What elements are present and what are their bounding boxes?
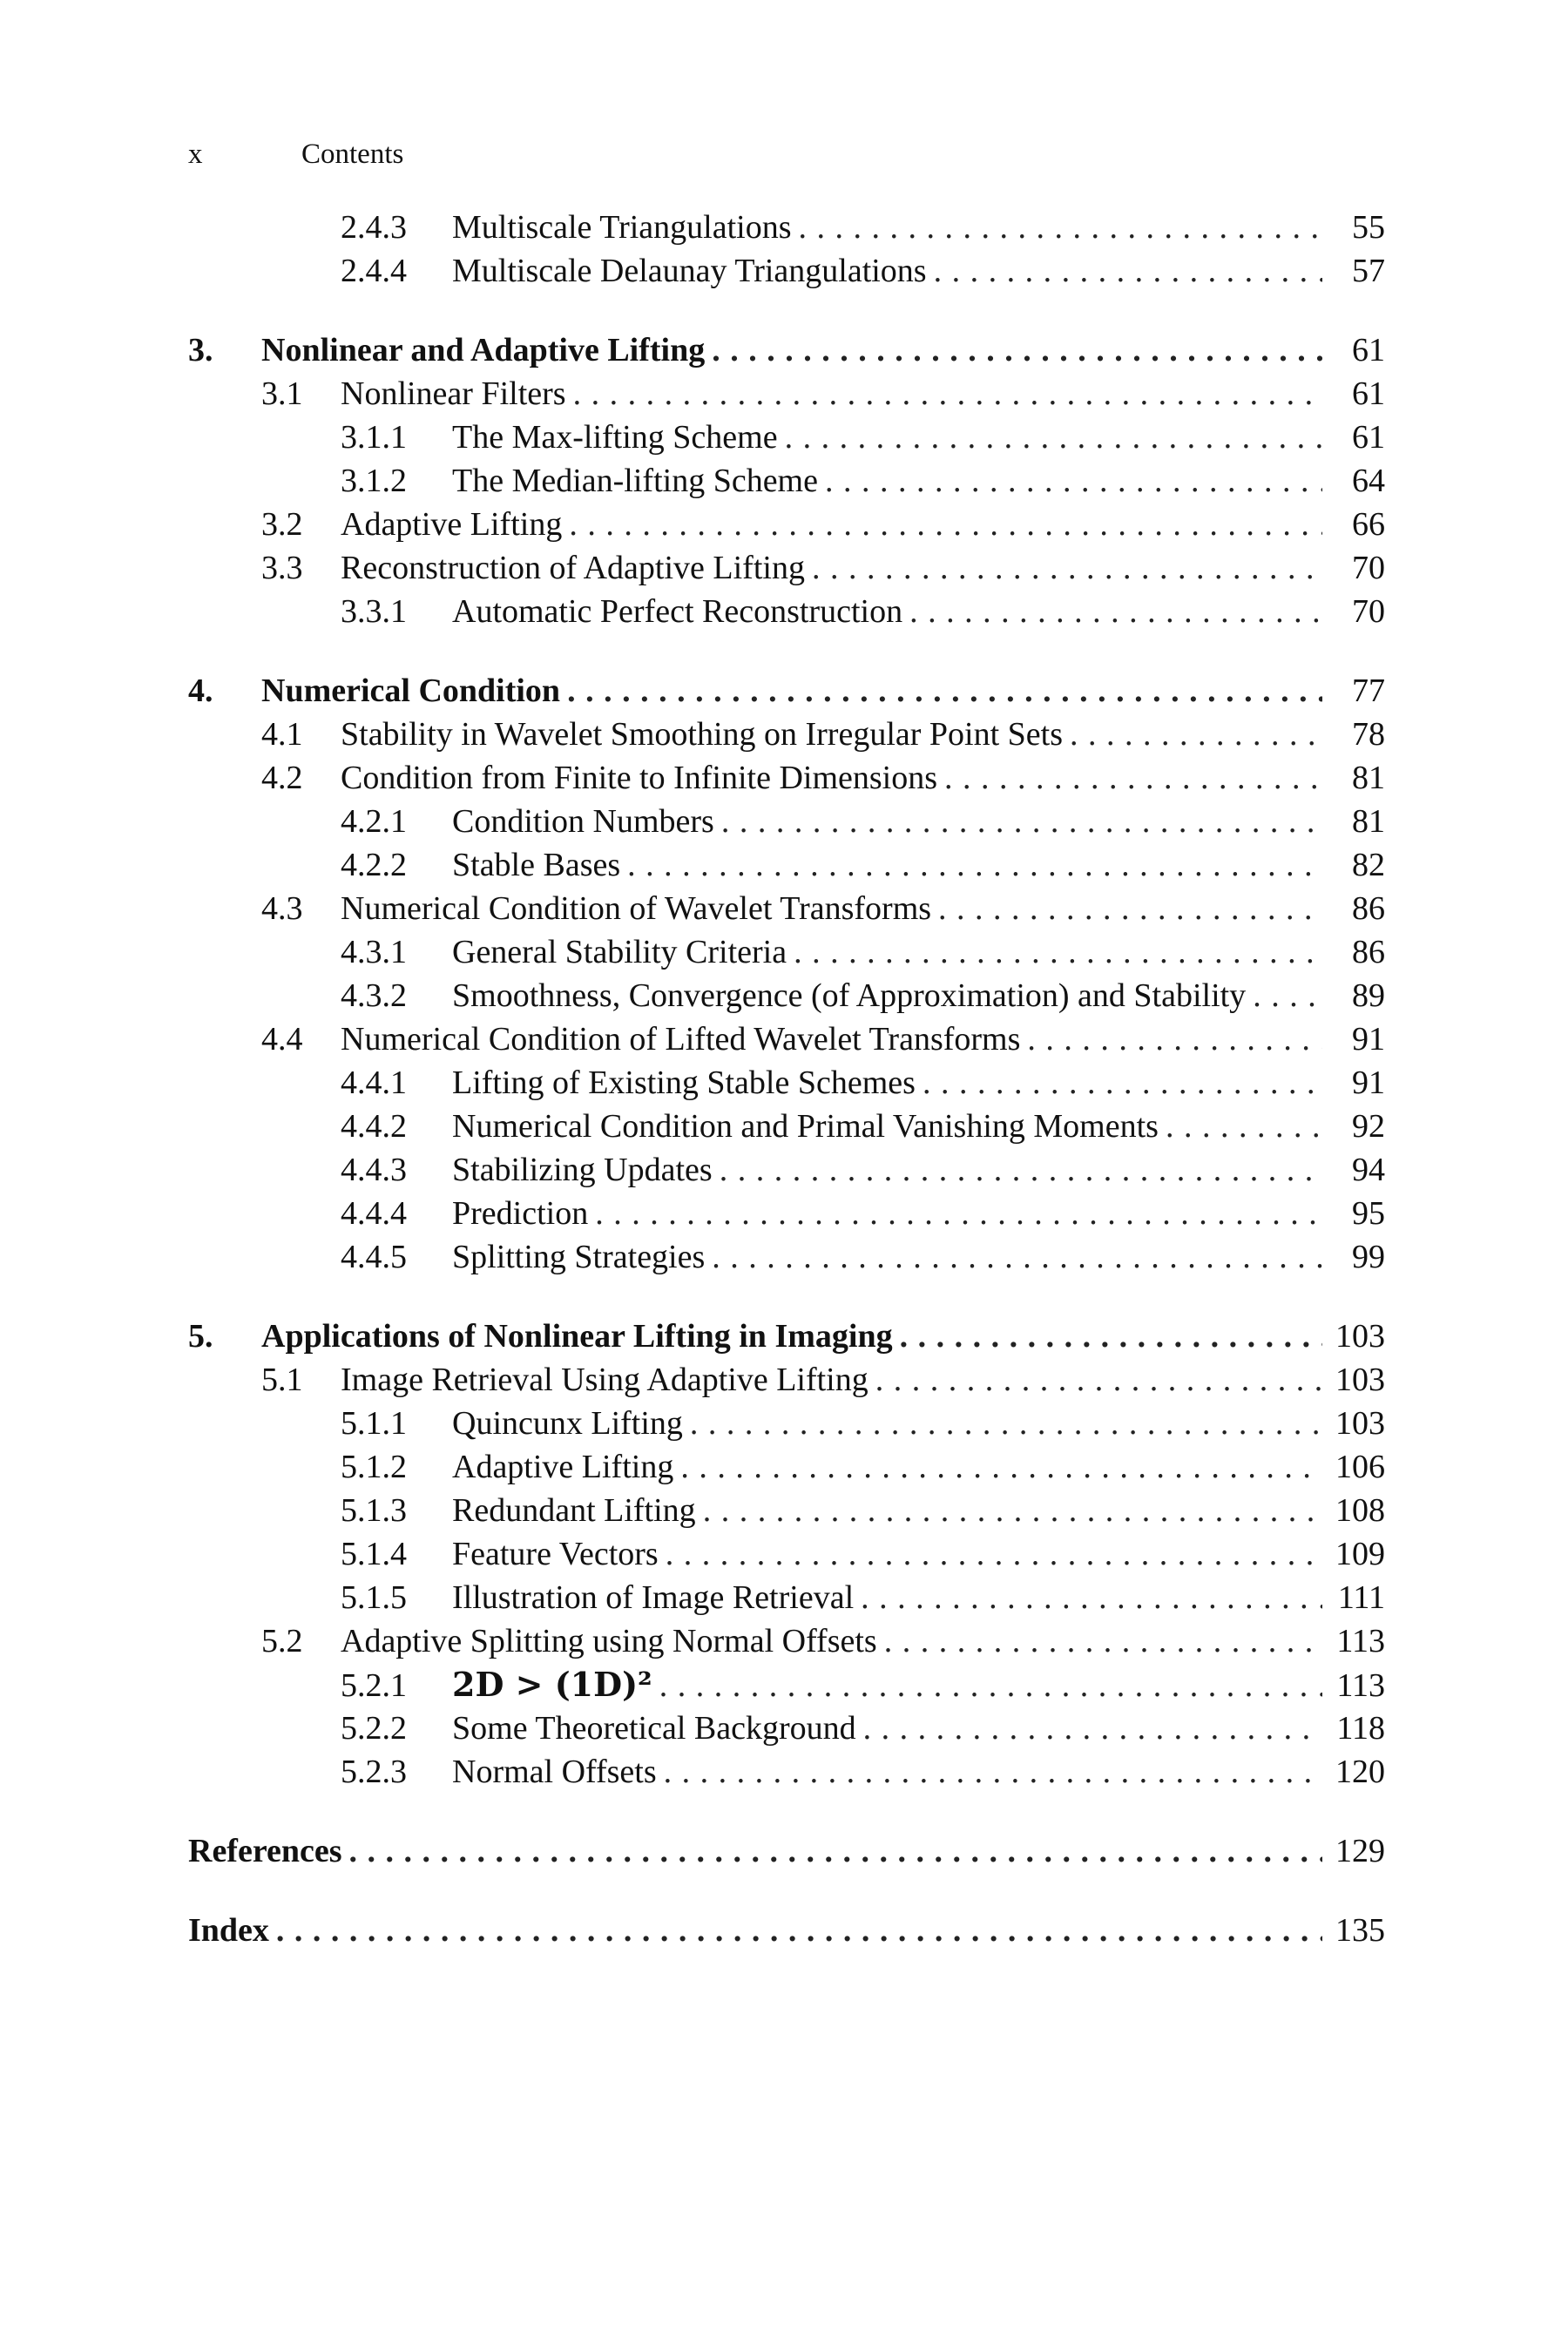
toc-dot-leader [569, 503, 1322, 546]
toc-page-number: 70 [1352, 593, 1385, 630]
toc-section-entry[interactable] [188, 546, 1385, 590]
toc-dot-leader [573, 372, 1322, 416]
toc-page-number: 92 [1352, 1108, 1385, 1145]
toc-subsection-entry[interactable] [188, 249, 1385, 293]
toc-entry-number: 4.3 [261, 890, 303, 927]
toc-entry-number: 5.2.3 [341, 1754, 407, 1790]
toc-subsection-entry[interactable] [188, 416, 1385, 459]
toc-section-entry[interactable] [188, 503, 1385, 546]
toc-entry-title: The Max-lifting Scheme [452, 419, 778, 456]
toc-page-number: 103 [1335, 1405, 1385, 1442]
running-head [188, 132, 403, 176]
toc-entry-number: 4.2 [261, 760, 303, 796]
toc-chapter-entry[interactable] [188, 1315, 1385, 1358]
toc-page-number: 78 [1352, 716, 1385, 753]
toc-entry-title: Multiscale Triangulations [452, 209, 792, 246]
toc-dot-leader [595, 1192, 1322, 1235]
toc-entry-title: Feature Vectors [452, 1536, 659, 1572]
toc-dot-leader [567, 669, 1322, 713]
toc-page-number: 61 [1352, 375, 1385, 412]
toc-dot-leader [900, 1315, 1322, 1358]
toc-section-entry[interactable] [188, 1619, 1385, 1663]
toc-entry-title: Automatic Perfect Reconstruction [452, 593, 903, 630]
toc-page-number: 61 [1352, 332, 1385, 368]
toc-entry-number: 5.1 [261, 1362, 303, 1398]
toc-dot-leader [349, 1829, 1322, 1873]
toc-entry-title: Numerical Condition and Primal Vanishing Moments [452, 1108, 1159, 1145]
toc-page-number: 91 [1352, 1064, 1385, 1101]
toc-page-number: 89 [1352, 977, 1385, 1014]
toc-entry-number: 5.1.3 [341, 1492, 407, 1529]
toc-page-number: 57 [1352, 253, 1385, 289]
toc-dot-leader [1253, 974, 1322, 1017]
toc-entry-number: 4.2.1 [341, 803, 407, 840]
toc-entry-title: Lifting of Existing Stable Schemes [452, 1064, 916, 1101]
toc-page-number: 77 [1352, 672, 1385, 709]
toc-page-number: 64 [1352, 463, 1385, 499]
toc-entry-title: Numerical Condition [261, 672, 561, 709]
toc-entry-title: Prediction [452, 1195, 589, 1232]
toc-subsection-entry[interactable] [188, 1148, 1385, 1192]
toc-dot-leader [1027, 1017, 1322, 1061]
toc-entry-title: Index [188, 1912, 269, 1949]
toc-entry-number: 5.2.1 [341, 1667, 407, 1704]
toc-dot-leader [690, 1402, 1322, 1445]
toc-page-number: 81 [1352, 803, 1385, 840]
toc-page-number: 61 [1352, 419, 1385, 456]
toc-subsection-entry[interactable] [188, 974, 1385, 1017]
toc-entry-number: 5.1.5 [341, 1579, 407, 1616]
toc-page-number: 70 [1352, 550, 1385, 586]
toc-dot-leader [944, 756, 1322, 800]
toc-entry-title: Normal Offsets [452, 1754, 657, 1790]
toc-entry-title: The Median-lifting Scheme [452, 463, 818, 499]
toc-subsection-entry[interactable] [188, 800, 1385, 843]
toc-page-number: 106 [1335, 1449, 1385, 1485]
toc-dot-leader [794, 930, 1322, 974]
toc-dot-leader [666, 1532, 1322, 1576]
toc-entry-title: Reconstruction of Adaptive Lifting [341, 550, 805, 586]
toc-page-number: 120 [1335, 1754, 1385, 1790]
toc-entry-title: Nonlinear and Adaptive Lifting [261, 332, 706, 368]
toc-chapter-entry[interactable] [188, 1829, 1385, 1873]
toc-entry-number: 3. [188, 332, 213, 368]
toc-entry-number: 3.3 [261, 550, 303, 586]
toc-section-entry[interactable] [188, 1358, 1385, 1402]
toc-entry-title: Image Retrieval Using Adaptive Lifting [341, 1362, 868, 1398]
toc-entry-number: 5.2.2 [341, 1710, 407, 1747]
toc-entry-number: 5.2 [261, 1623, 303, 1659]
toc-entry-number: 3.2 [261, 506, 303, 543]
toc-entry-number: 4.4.4 [341, 1195, 407, 1232]
toc-dot-leader [875, 1358, 1322, 1402]
toc-entry-title: Some Theoretical Background [452, 1710, 856, 1747]
toc-entry-number: 4.3.1 [341, 934, 407, 970]
toc-entry-number: 5.1.1 [341, 1405, 407, 1442]
toc-dot-leader [799, 206, 1323, 249]
toc-entry-title: Adaptive Lifting [452, 1449, 674, 1485]
toc-page-number: 111 [1337, 1579, 1385, 1616]
toc-entry-title: Numerical Condition of Wavelet Transforms [341, 890, 932, 927]
toc-section-entry[interactable] [188, 887, 1385, 930]
toc-section-entry[interactable] [188, 756, 1385, 800]
toc-entry-number: 5. [188, 1318, 213, 1355]
toc-page-number: 113 [1336, 1623, 1385, 1659]
toc-chapter-entry[interactable] [188, 328, 1385, 372]
toc-entry-title: Multiscale Delaunay Triangulations [452, 253, 927, 289]
toc-subsection-entry[interactable] [188, 459, 1385, 503]
toc-entry-number: 3.3.1 [341, 593, 407, 630]
toc-page-number: 108 [1335, 1492, 1385, 1529]
table-of-contents [188, 206, 1385, 1952]
toc-dot-leader [712, 1235, 1322, 1279]
toc-page-number: 91 [1352, 1021, 1385, 1058]
toc-page-number: 86 [1352, 890, 1385, 927]
toc-page-number: 129 [1335, 1833, 1385, 1869]
toc-entry-number: 4.4 [261, 1021, 303, 1058]
toc-subsection-entry[interactable] [188, 1707, 1385, 1750]
toc-page-number: 86 [1352, 934, 1385, 970]
toc-page-number: 82 [1352, 847, 1385, 883]
toc-subsection-entry[interactable] [188, 1750, 1385, 1794]
toc-entry-number: 3.1 [261, 375, 303, 412]
toc-page-number: 99 [1352, 1239, 1385, 1275]
toc-subsection-entry[interactable] [188, 1489, 1385, 1532]
toc-page-number: 95 [1352, 1195, 1385, 1232]
toc-entry-title: Illustration of Image Retrieval [452, 1579, 855, 1616]
toc-entry-title: Splitting Strategies [452, 1239, 706, 1275]
toc-chapter-entry[interactable] [188, 669, 1385, 713]
toc-dot-leader [721, 800, 1322, 843]
toc-entry-number: 2.4.4 [341, 253, 407, 289]
toc-dot-leader [680, 1445, 1322, 1489]
toc-subsection-entry[interactable] [188, 843, 1385, 887]
toc-entry-title: Smoothness, Convergence (of Approximation) and Stability [452, 977, 1247, 1014]
toc-dot-leader [627, 843, 1322, 887]
toc-entry-title: Stable Bases [452, 847, 621, 883]
toc-dot-leader [712, 328, 1322, 372]
toc-entry-number: 4.2.2 [341, 847, 407, 883]
toc-entry-title: Stabilizing Updates [452, 1152, 713, 1188]
toc-dot-leader [785, 416, 1322, 459]
toc-page-number: 94 [1352, 1152, 1385, 1188]
toc-entry-number: 4. [188, 672, 213, 709]
toc-section-entry[interactable] [188, 372, 1385, 416]
toc-subsection-entry[interactable] [188, 930, 1385, 974]
toc-page-number: 109 [1335, 1536, 1385, 1572]
toc-page-number: 55 [1352, 209, 1385, 246]
toc-entry-title: Adaptive Splitting using Normal Offsets [341, 1623, 877, 1659]
toc-subsection-entry[interactable] [188, 1445, 1385, 1489]
toc-entry-title: References [188, 1833, 342, 1869]
toc-entry-number: 4.4.3 [341, 1152, 407, 1188]
toc-entry-number: 3.1.1 [341, 419, 407, 456]
toc-entry-number: 4.4.1 [341, 1064, 407, 1101]
toc-entry-title: Stability in Wavelet Smoothing on Irregular Point Sets [341, 716, 1064, 753]
toc-dot-leader [659, 1664, 1322, 1707]
toc-entry-number: 5.1.2 [341, 1449, 407, 1485]
toc-subsection-entry[interactable] [188, 1235, 1385, 1279]
toc-subsection-entry[interactable] [188, 1576, 1385, 1619]
page-folio: x [188, 139, 203, 170]
toc-dot-leader [934, 249, 1322, 293]
toc-dot-leader [812, 546, 1322, 590]
toc-dot-leader [1070, 713, 1322, 756]
toc-entry-number: 4.3.2 [341, 977, 407, 1014]
toc-dot-leader [703, 1489, 1322, 1532]
toc-dot-leader [825, 459, 1322, 503]
toc-page-number: 103 [1335, 1318, 1385, 1355]
toc-page-number: 81 [1352, 760, 1385, 796]
toc-dot-leader [1166, 1105, 1322, 1148]
toc-page-number: 113 [1336, 1667, 1385, 1704]
toc-dot-leader [276, 1909, 1322, 1952]
toc-subsection-entry[interactable] [188, 1402, 1385, 1445]
toc-page-number: 66 [1352, 506, 1385, 543]
toc-entry-title: General Stability Criteria [452, 934, 787, 970]
toc-section-entry[interactable] [188, 713, 1385, 756]
toc-dot-leader [884, 1619, 1322, 1663]
toc-subsection-entry[interactable] [188, 590, 1385, 633]
toc-entry-number: 4.4.5 [341, 1239, 407, 1275]
toc-page-number: 118 [1336, 1710, 1385, 1747]
toc-entry-title: Numerical Condition of Lifted Wavelet Transforms [341, 1021, 1021, 1058]
running-head-title: Contents [301, 139, 404, 170]
toc-entry-title: Nonlinear Filters [341, 375, 566, 412]
toc-chapter-entry[interactable] [188, 1909, 1385, 1952]
toc-subsection-entry[interactable] [188, 206, 1385, 249]
toc-entry-title: Condition from Finite to Infinite Dimensions [341, 760, 938, 796]
toc-dot-leader [664, 1750, 1322, 1794]
toc-subsection-entry[interactable] [188, 1663, 1385, 1707]
toc-entry-title: Condition Numbers [452, 803, 714, 840]
toc-entry-title: Adaptive Lifting [341, 506, 563, 543]
toc-entry-number: 4.1 [261, 716, 303, 753]
toc-entry-number: 3.1.2 [341, 463, 407, 499]
toc-page-number: 103 [1335, 1362, 1385, 1398]
toc-entry-title: Quincunx Lifting [452, 1405, 683, 1442]
toc-entry-number: 5.1.4 [341, 1536, 407, 1572]
toc-subsection-entry[interactable] [188, 1532, 1385, 1576]
toc-entry-title: Applications of Nonlinear Lifting in Imaging [261, 1318, 893, 1355]
toc-dot-leader [863, 1707, 1322, 1750]
toc-entry-number: 2.4.3 [341, 209, 407, 246]
toc-subsection-entry[interactable] [188, 1192, 1385, 1235]
toc-dot-leader [923, 1061, 1322, 1105]
toc-dot-leader [938, 887, 1322, 930]
toc-page-number: 135 [1335, 1912, 1385, 1949]
toc-entry-number: 4.4.2 [341, 1108, 407, 1145]
toc-section-entry[interactable] [188, 1017, 1385, 1061]
toc-dot-leader [909, 590, 1322, 633]
toc-subsection-entry[interactable] [188, 1105, 1385, 1148]
toc-subsection-entry[interactable] [188, 1061, 1385, 1105]
toc-entry-title: Redundant Lifting [452, 1492, 696, 1529]
toc-dot-leader [720, 1148, 1322, 1192]
toc-entry-title: 2D > (1D)² [452, 1665, 652, 1704]
toc-dot-leader [861, 1576, 1322, 1619]
